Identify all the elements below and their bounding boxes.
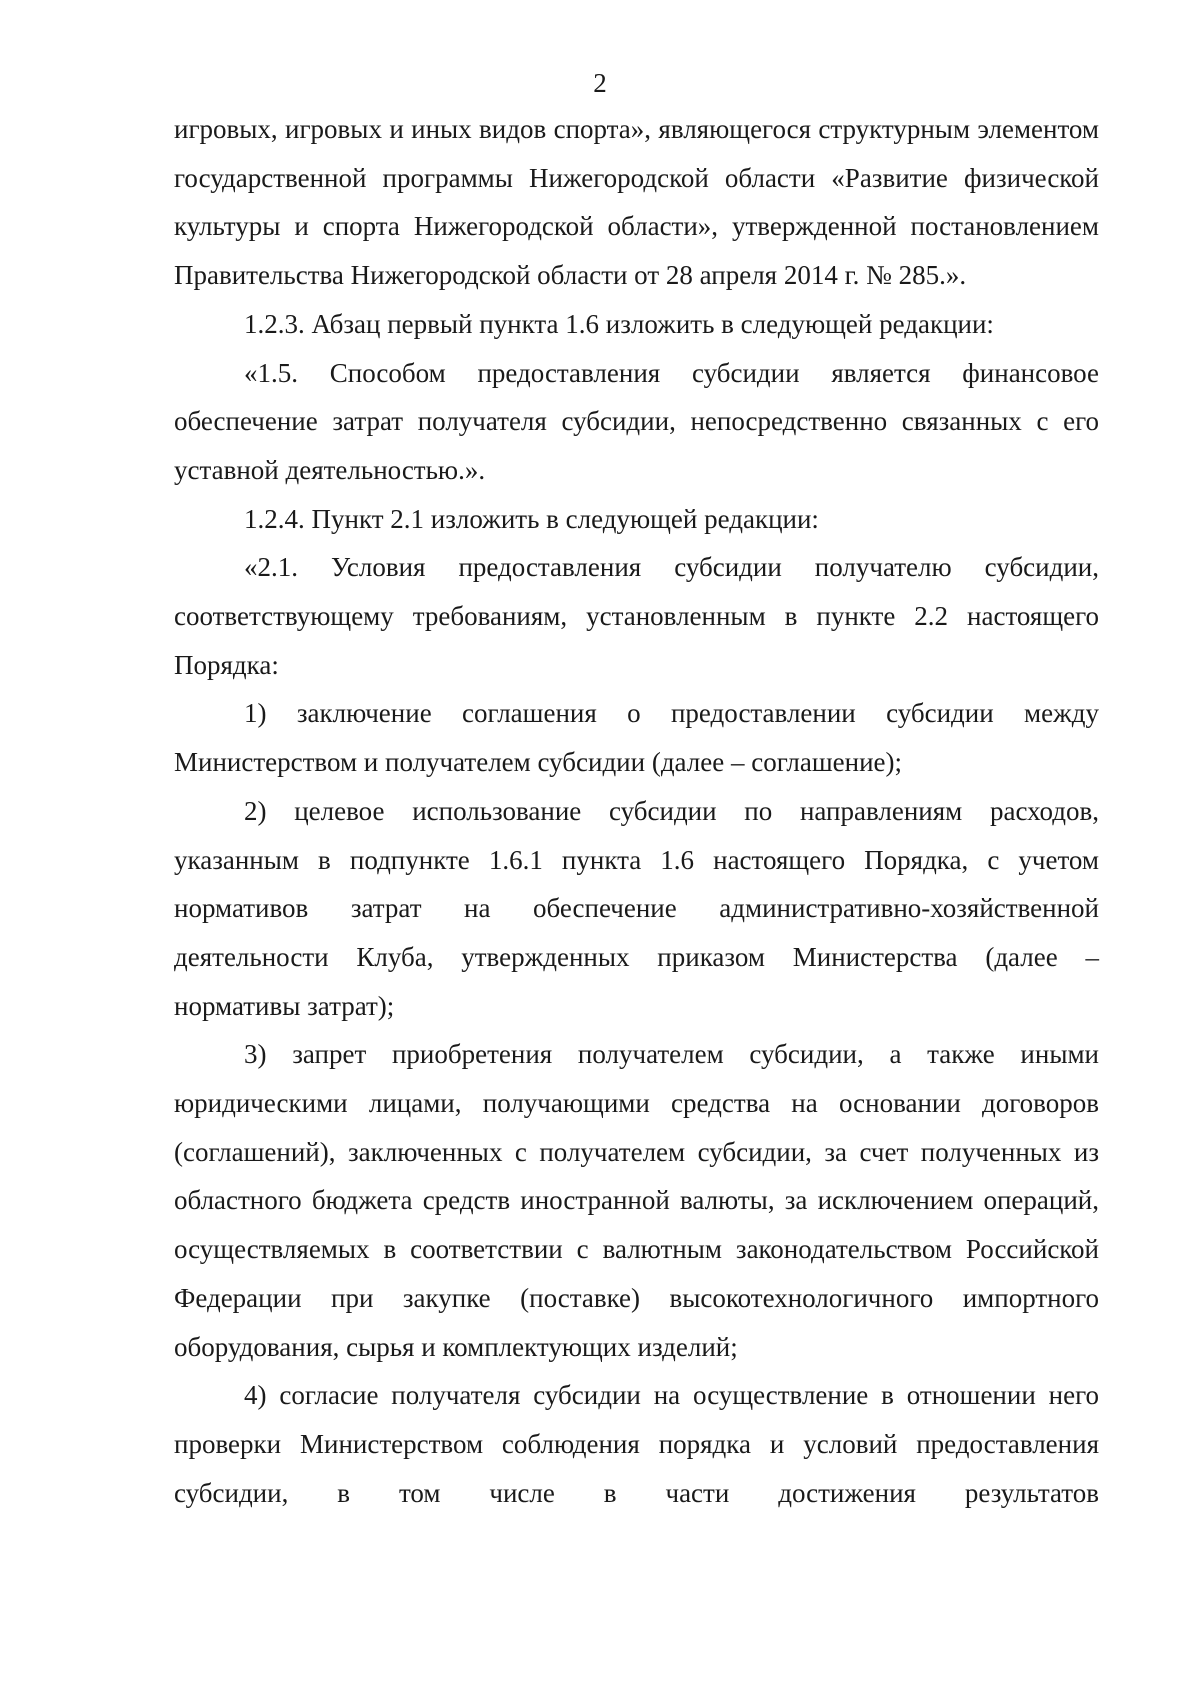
- list-item-3: 3) запрет приобретения получателем субсидии, а также иными юридическими лицами, получающими средства на основании договоров (соглашений), заключенных с получателем субсидии, за счет полученных из областного бюджета средств иностранной валюты, за исключением операций, осуществляемых в соответствии с валютным законодательством Российской Федерации при закупке (поставке) высокотехнологичного импортного оборудования, сырья и комплектующих изделий;: [174, 1039, 1099, 1362]
- list-item-4: 4) согласие получателя субсидии на осуществление в отношении него проверки Министерством соблюдения порядка и условий предоставления субсидии, в том числе в части достижения результатов: [174, 1380, 1099, 1508]
- paragraph-quote-1-5: «1.5. Способом предоставления субсидии является финансовое обеспечение затрат получателя субсидии, непосредственно связанных с его уставной деятельностью.».: [174, 357, 1099, 485]
- list-item-1: 1) заключение соглашения о предоставлении субсидии между Министерством и получателем субсидии (далее – соглашение);: [174, 698, 1099, 778]
- page-number: 2: [593, 68, 607, 98]
- list-item-2: 2) целевое использование субсидии по направлениям расходов, указанным в подпункте 1.6.1 пункта 1.6 настоящего Порядка, с учетом нормативов затрат на обеспечение административно-хозяйственной деятельности Клуба, утвержденных приказом Министерства (далее – нормативы затрат);: [174, 795, 1099, 1021]
- paragraph-continuation: игровых, игровых и иных видов спорта», являющегося структурным элементом государственной программы Нижегородской области «Развитие физической культуры и спорта Нижегородской области», утвержденной постановлением Правительства Нижегородской области от 28 апреля 2014 г. № 285.».: [174, 114, 1099, 291]
- document-body: [174, 105, 1099, 1517]
- paragraph-item-1-2-4: 1.2.4. Пункт 2.1 изложить в следующей редакции:: [244, 503, 819, 534]
- paragraph-quote-2-1: «2.1. Условия предоставления субсидии получателю субсидии, соответствующему требованиям, установленным в пункте 2.2 настоящего Порядка:: [174, 552, 1099, 680]
- paragraph-item-1-2-3: 1.2.3. Абзац первый пункта 1.6 изложить в следующей редакции:: [244, 308, 994, 339]
